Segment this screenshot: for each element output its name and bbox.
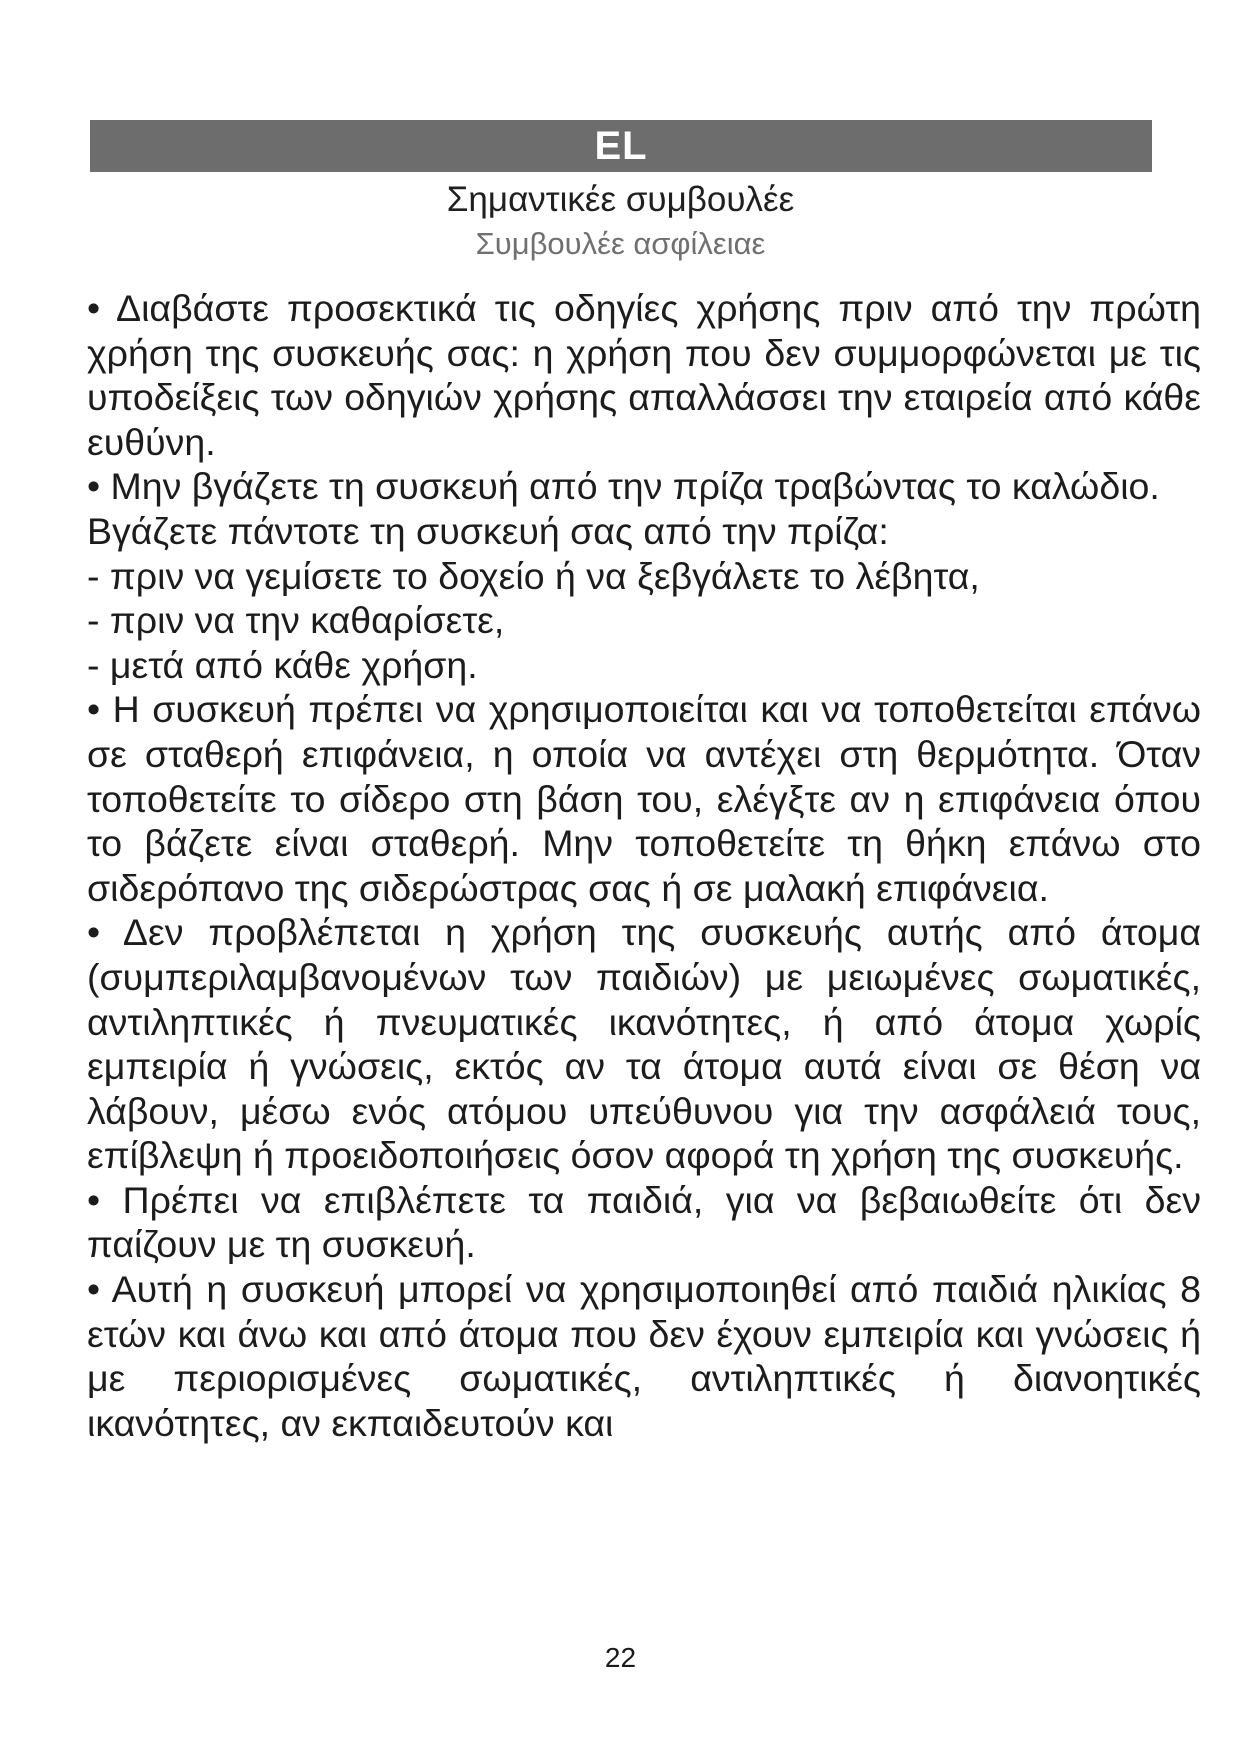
section-subtitle: Συμβουλέε ασφίλειαε	[475, 226, 766, 261]
list-item-after-use: - μετά από κάθε χρήση.	[87, 643, 478, 686]
language-header-bar	[90, 120, 1152, 172]
page-number: 22	[604, 1642, 637, 1673]
paragraph-children-age: • Αυτή η συσκευή μπορεί να χρησιμοποιηθεί από παιδιά ηλικίας 8 ετών και άνω και από άτομα που δεν έχουν εμπειρία και γνώσεις ή με περιορισμένες σωματικές, αντιληπτικές ή διανοητικές ικανότητες, αν εκπαιδευτούν και	[87, 1268, 1201, 1444]
list-item-before-cleaning: - πριν να την καθαρίσετε,	[87, 599, 505, 642]
paragraph-reduced-capabilities: • Δεν προβλέπεται η χρήση της συσκευής αυτής από άτομα (συμπεριλαμβανομένων των παιδιών) με μειωμένες σωματικές, αντιληπτικές ή πνευματικές ικανότητες, ή από άτομα χωρίς εμπειρία ή γνώσεις, εκτός αν τα άτομα αυτά είναι σε θέση να λάβουν, μέσω ενός ατόμου υπεύθυνου για την ασφάλειά τους, επίβλεψη ή προειδοποιήσεις όσον αφορά τη χρήση της συσκευής.	[87, 911, 1201, 1177]
list-item-before-filling: - πριν να γεμίσετε το δοχείο ή να ξεβγάλετε το λέβητα,	[87, 554, 980, 597]
paragraph-read-instructions: • Διαβάστε προσεκτικά τις οδηγίες χρήσης πριν από την πρώτη χρήση της συσκευής σας: η χρήση που δεν συμμορφώνεται με τις υποδείξεις των οδηγιών χρήσης απαλλάσσει την εταιρεία από κάθε ευθύνη.	[87, 287, 1201, 463]
paragraph-always-unplug: Βγάζετε πάντοτε τη συσκευή σας από την πρίζα:	[87, 509, 889, 552]
paragraph-supervise-children: • Πρέπει να επιβλέπετε τα παιδιά, για να βεβαιωθείτε ότι δεν παίζουν με τη συσκευή.	[87, 1178, 1201, 1266]
safety-instructions-body	[87, 286, 1201, 1445]
language-code: EL	[594, 124, 648, 168]
paragraph-stable-surface: • Η συσκευή πρέπει να χρησιμοποιείται και να τοποθετείται επάνω σε σταθερή επιφάνεια, η οποία να αντέχει στη θερμότητα. Όταν τοποθετείτε το σίδερο στη βάση του, ελέγξτε αν η επιφάνεια όπου το βάζετε είναι σταθερή. Μην τοποθετείτε τη θήκη επάνω στο σιδερόπανο της σιδερώστρας σας ή σε μαλακή επιφάνεια.	[87, 688, 1201, 909]
section-title: Σημαντικέε συμβουλέε	[446, 180, 795, 219]
paragraph-unplug-cable: • Μην βγάζετε τη συσκευή από την πρίζα τραβώντας το καλώδιο.	[87, 465, 1160, 508]
